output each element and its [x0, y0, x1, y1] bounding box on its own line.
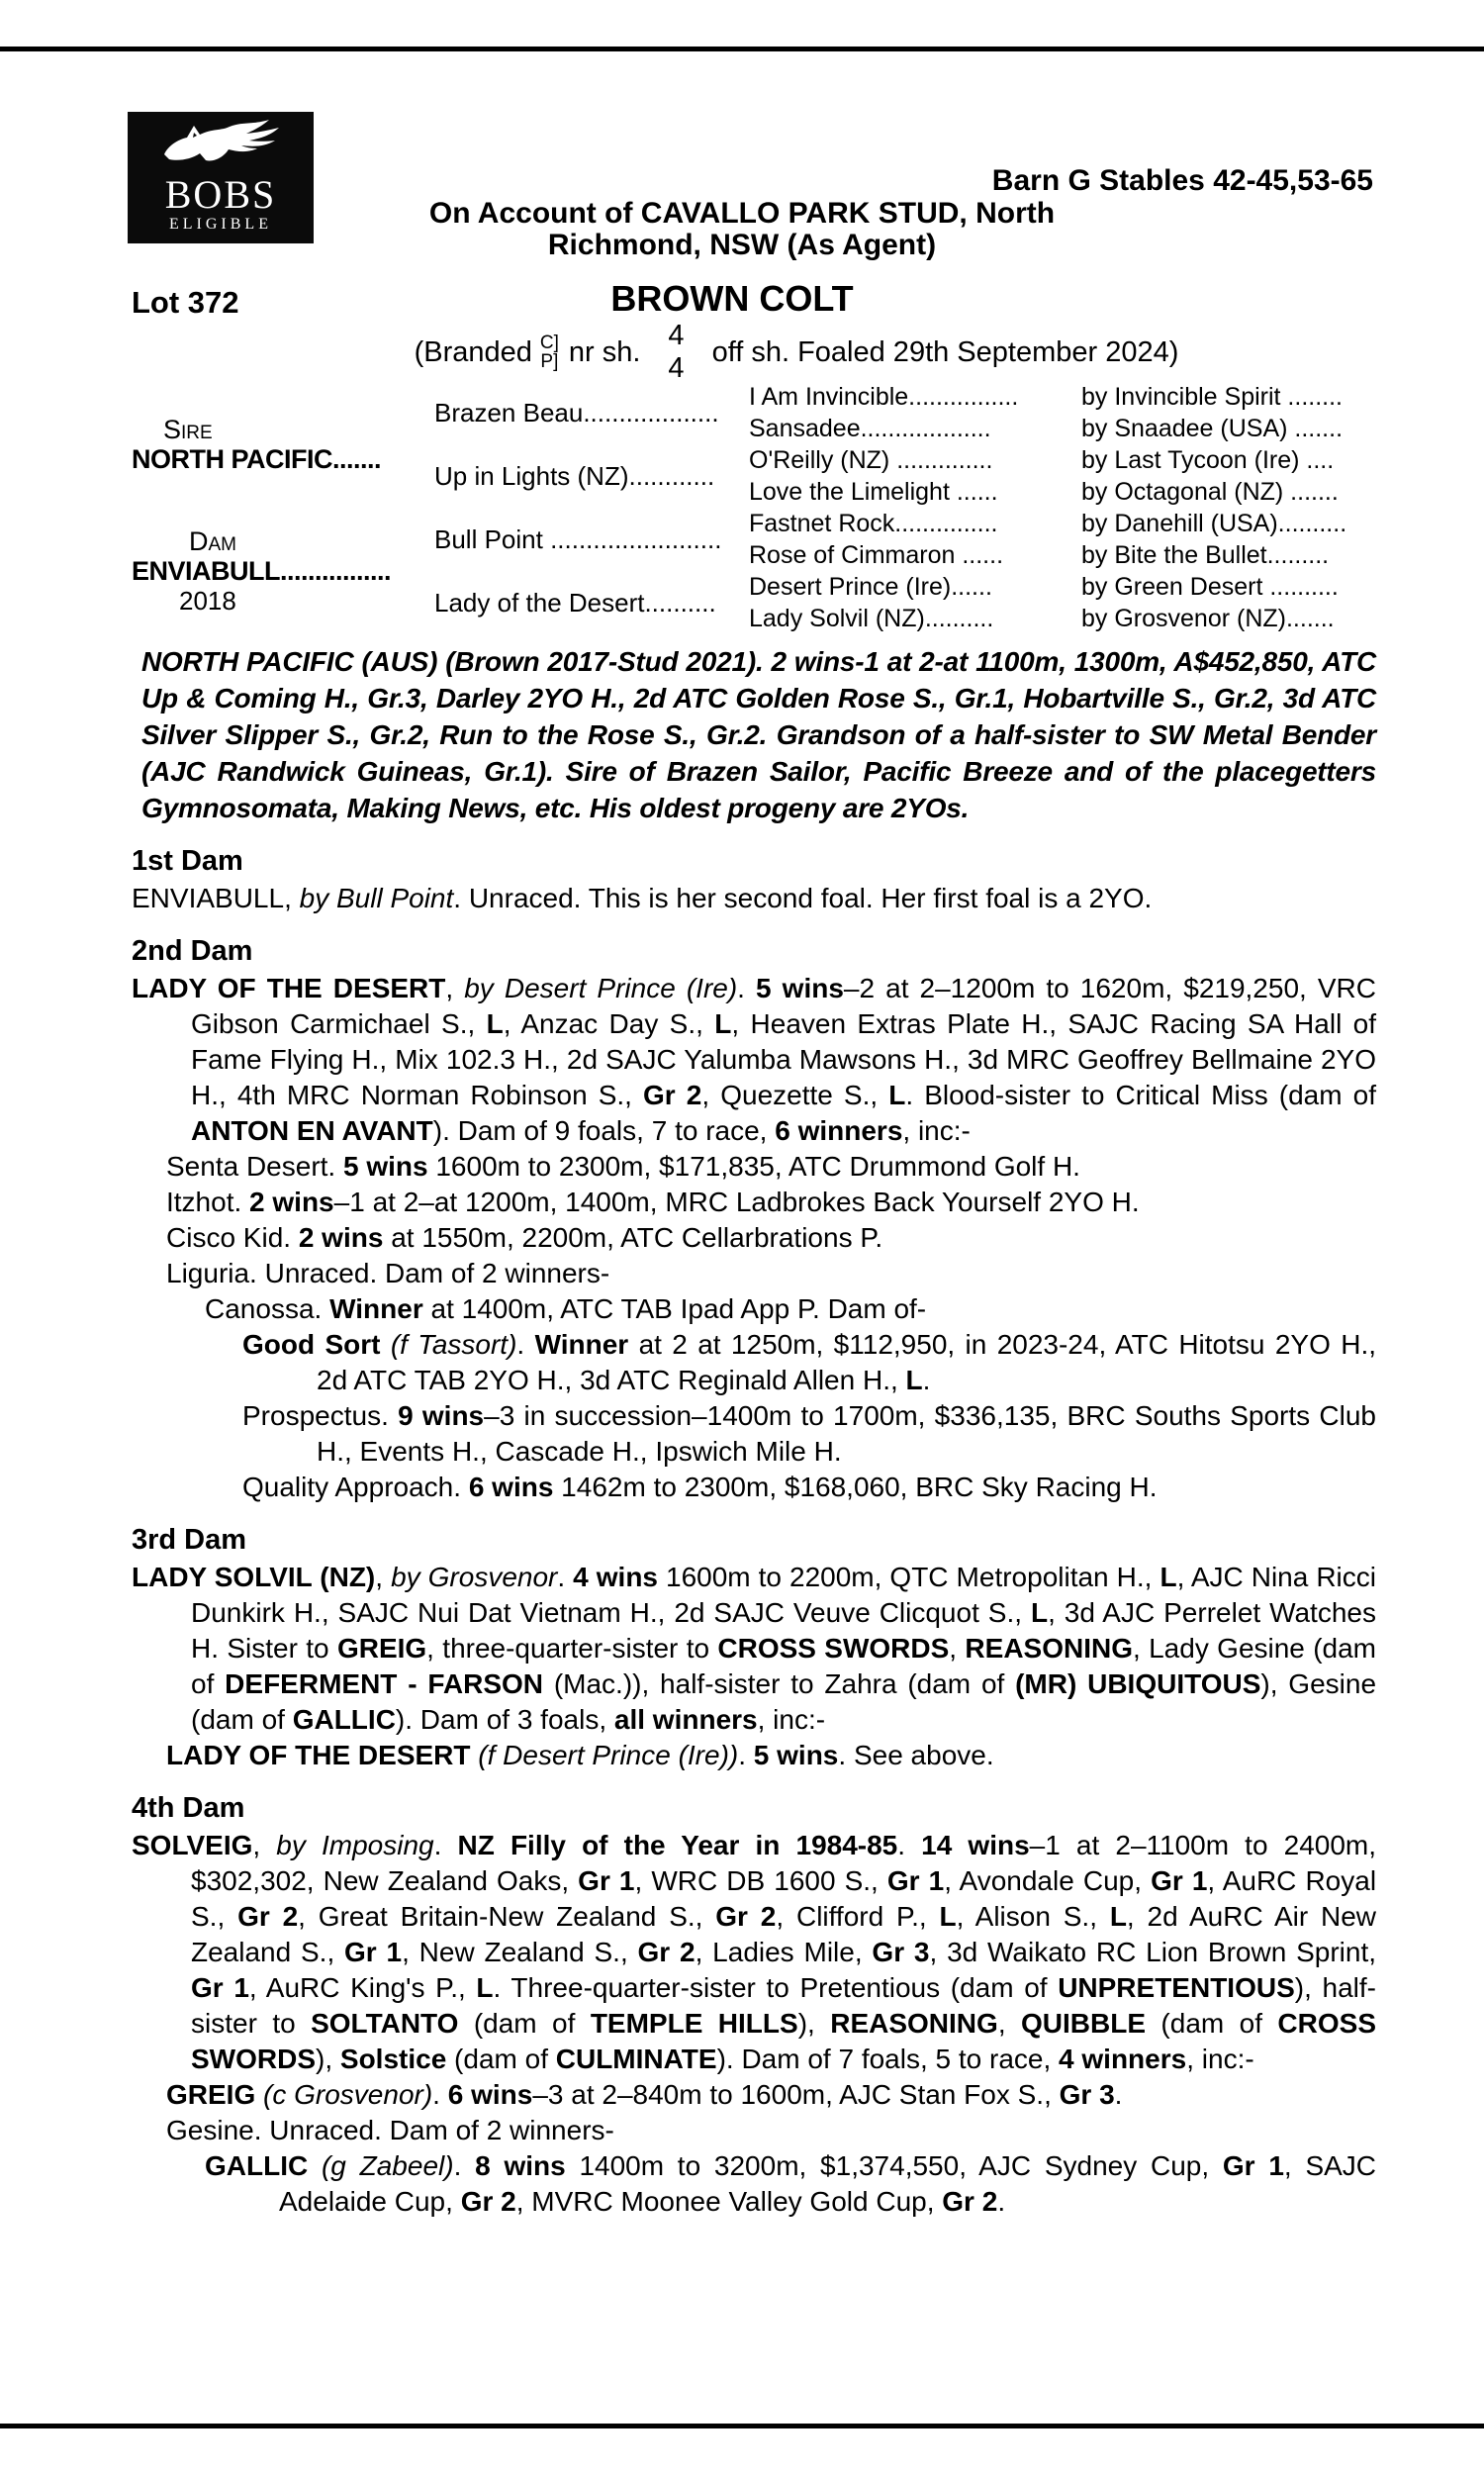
- bold-text: 2 wins: [249, 1187, 334, 1217]
- text-run: at 1400m, ATC TAB Ipad App P. Dam of-: [422, 1293, 927, 1324]
- text-run: ENVIABULL,: [132, 883, 300, 913]
- bold-text: Gr 1: [886, 1865, 945, 1896]
- text-run: . See above.: [838, 1740, 994, 1770]
- pedigree-entry: [132, 971, 1376, 1149]
- text-run: (dam of: [1146, 2008, 1278, 2039]
- bold-text: Gr 1: [191, 1972, 249, 2003]
- text-run: Senta Desert.: [166, 1151, 343, 1182]
- text-run: .: [737, 973, 757, 1003]
- bold-text: 2 wins: [298, 1222, 384, 1253]
- text-run: .: [453, 2150, 476, 2181]
- text-run: .: [738, 1740, 754, 1770]
- grandparent-name: Fastnet Rock...............: [749, 509, 998, 537]
- text-run: , inc:-: [1186, 2044, 1254, 2074]
- pedigree-entry: [242, 1470, 1376, 1505]
- dam-section-heading: 3rd Dam: [132, 1524, 247, 1556]
- bold-text: L: [1159, 1562, 1177, 1592]
- text-run: ), half-sister to: [191, 1972, 1376, 2039]
- brand-line: [0, 322, 1484, 383]
- bold-text: GALLIC: [292, 1704, 396, 1735]
- brand-mark-top: C]: [539, 333, 559, 353]
- text-run: .: [557, 1562, 574, 1592]
- bold-text: Gr 2: [942, 2186, 998, 2217]
- italic-text: (f Desert Prince (Ire)): [478, 1740, 739, 1770]
- text-run: , inc:-: [902, 1115, 971, 1146]
- bold-text: L: [905, 1365, 923, 1395]
- bold-text: Gr 2: [237, 1901, 299, 1932]
- bold-text: 5 wins: [753, 1740, 839, 1770]
- pedigree-column-subject: [132, 381, 434, 634]
- grandparent-name: Desert Prince (Ire)......: [749, 572, 992, 601]
- text-run: (dam of: [458, 2008, 591, 2039]
- grandparent-sire-line: by Green Desert ..........: [1081, 572, 1339, 601]
- pedigree-parent-cell: Brazen Beau...................: [434, 397, 719, 428]
- text-run: ). Dam of 3 foals,: [395, 1704, 614, 1735]
- bold-text: SOLTANTO: [311, 2008, 459, 2039]
- pedigree-entry: [166, 1256, 1376, 1291]
- text-run: Gesine. Unraced. Dam of 2 winners-: [166, 2115, 614, 2145]
- text-run: .: [432, 2079, 448, 2110]
- text-run: .: [897, 1830, 922, 1860]
- bold-text: TEMPLE HILLS: [590, 2008, 798, 2039]
- pedigree-grandparent-row: [749, 603, 1378, 634]
- text-run: .: [433, 1830, 458, 1860]
- grandparent-sire-line: by Bite the Bullet.........: [1081, 540, 1330, 569]
- pedigree-text-body: [132, 643, 1376, 2220]
- text-run: .: [997, 2186, 1006, 2217]
- text-run: , New Zealand S.,: [402, 1937, 638, 1967]
- text-run: –1 at 2–1100m to 2400m, $302,302, New Zealand Oaks,: [191, 1830, 1377, 1896]
- vendor-account-line1: On Account of CAVALLO PARK STUD, North: [428, 197, 1056, 230]
- dam-sections: [132, 842, 1376, 2220]
- pedigree-entry: [166, 1220, 1376, 1256]
- brand-number: [668, 320, 684, 385]
- bold-text: 5 wins: [756, 973, 844, 1003]
- text-run: .: [922, 1365, 931, 1395]
- grandparent-sire-line: by Octagonal (NZ) .......: [1081, 477, 1339, 506]
- grandparent-name: I Am Invincible................: [749, 382, 1019, 411]
- bold-text: GALLIC: [205, 2150, 309, 2181]
- dam-section-heading: 1st Dam: [132, 845, 243, 877]
- text-run: ). Dam of 9 foals, 7 to race,: [432, 1115, 776, 1146]
- brand-mark: [540, 333, 559, 371]
- bold-text: DEFERMENT - FARSON: [225, 1668, 544, 1699]
- grandparent-name: Rose of Cimmaron ......: [749, 540, 1004, 569]
- text-run: Prospectus.: [242, 1400, 399, 1431]
- pedigree-parent-cell: Bull Point ........................: [434, 523, 722, 554]
- text-run: Quality Approach.: [242, 1472, 469, 1502]
- logo-name: BOBS: [164, 172, 277, 217]
- text-run: –2 at 2–1200m to 1620m, $219,250, VRC Gibson Carmichael S.,: [191, 973, 1376, 1039]
- italic-text: (g Zabeel): [321, 2150, 454, 2181]
- sire-summary-paragraph: NORTH PACIFIC (AUS) (Brown 2017-Stud 2021). 2 wins-1 at 2-at 1100m, 1300m, A$452,850, ATC Up & Coming H., Gr.3, Darley 2YO H., 2d ATC Golden Rose S., Gr.1, Hobartville S., Gr.2, 3d ATC Silver Slipper S., Gr.2, Run to the Rose S., Gr.2. Grandson of a half-sister to SW Metal Bender (AJC Randwick Guineas, Gr.1). Sire of Brazen Sailor, Pacific Breeze and of the placegetters Gymnosomata, Making News, etc. His oldest progeny are 2YOs.: [141, 646, 1376, 823]
- text-run: Canossa.: [205, 1293, 330, 1324]
- text-run: . Unraced. This is her second foal. Her first foal is a 2YO.: [453, 883, 1153, 913]
- text-run: , Alison S.,: [956, 1901, 1110, 1932]
- text-run: 1600m to 2300m, $171,835, ATC Drummond Golf H.: [427, 1151, 1080, 1182]
- brand-number-bottom: 4: [668, 352, 685, 384]
- dam-year: 2018: [179, 586, 236, 616]
- pedigree-entry: [242, 1398, 1376, 1470]
- pedigree-entry: [205, 2148, 1376, 2220]
- text-run: –3 at 2–840m to 1600m, AJC Stan Fox S.,: [532, 2079, 1060, 2110]
- pedigree-parent-cell: Up in Lights (NZ)............: [434, 460, 715, 491]
- page-title: BROWN COLT: [610, 278, 854, 319]
- text-run: Liguria. Unraced. Dam of 2 winners-: [166, 1258, 610, 1288]
- bold-text: Gr 1: [1151, 1865, 1208, 1896]
- bold-text: 14 wins: [921, 1830, 1030, 1860]
- text-run: , Anzac Day S.,: [503, 1008, 715, 1039]
- text-run: ),: [797, 2008, 831, 2039]
- text-run: , 3d AJC Perrelet Watches H. Sister to: [191, 1597, 1376, 1664]
- text-run: , Lady Gesine (dam of: [191, 1633, 1377, 1699]
- bold-text: Winner: [534, 1329, 629, 1360]
- text-run: ,: [949, 1633, 966, 1664]
- pedigree-entry: [242, 1327, 1376, 1398]
- bold-text: ANTON EN AVANT: [191, 1115, 433, 1146]
- near-shoulder-label: nr sh.: [568, 335, 641, 368]
- bold-text: L: [1030, 1597, 1049, 1628]
- bold-text: 9 wins: [398, 1400, 485, 1431]
- italic-text: by Desert Prince (Ire): [464, 973, 738, 1003]
- text-run: , inc:-: [757, 1704, 826, 1735]
- text-run: 1462m to 2300m, $168,060, BRC Sky Racing H.: [553, 1472, 1158, 1502]
- bold-text: Gr 3: [872, 1937, 930, 1967]
- dam-name: ENVIABULL................: [132, 556, 392, 586]
- bold-text: L: [476, 1972, 494, 2003]
- pedigree-entry: [166, 1738, 1376, 1773]
- bold-text: CULMINATE: [555, 2044, 717, 2074]
- pedigree-grandparent-row: [749, 508, 1378, 539]
- sire-label: Sire: [163, 415, 213, 444]
- text-run: , AuRC Royal S.,: [191, 1865, 1377, 1932]
- text-run: , WRC DB 1600 S.,: [634, 1865, 887, 1896]
- dam-section-heading: 2nd Dam: [132, 935, 253, 967]
- pedigree-parent-cell: Lady of the Desert..........: [434, 587, 716, 618]
- pedigree-grandparent-row: [749, 571, 1378, 603]
- text-run: , Clifford P.,: [776, 1901, 940, 1932]
- text-run: , MVRC Moonee Valley Gold Cup,: [515, 2186, 943, 2217]
- text-run: ),: [316, 2044, 340, 2074]
- text-run: , Great Britain-New Zealand S.,: [298, 1901, 716, 1932]
- bold-text: LADY SOLVIL (NZ): [132, 1562, 376, 1592]
- pedigree-entry: [205, 1291, 1376, 1327]
- text-run: , three-quarter-sister to: [426, 1633, 718, 1664]
- text-run: ,: [445, 973, 465, 1003]
- bold-text: LADY OF THE DESERT: [132, 973, 446, 1003]
- sire-block: [132, 381, 434, 508]
- bold-text: Gr 3: [1059, 2079, 1115, 2110]
- bold-text: UNPRETENTIOUS: [1058, 1972, 1295, 2003]
- bold-text: Solstice: [339, 2044, 447, 2074]
- bold-text: NZ Filly of the Year in 1984-85: [457, 1830, 898, 1860]
- pedigree-entry: [132, 1560, 1376, 1738]
- brand-suffix: off sh. Foaled 29th September 2024): [711, 335, 1179, 368]
- pedigree-entry: [166, 1149, 1376, 1185]
- dam-block: [132, 508, 434, 634]
- bold-text: 6 winners: [775, 1115, 903, 1146]
- bold-text: 5 wins: [342, 1151, 428, 1182]
- text-run: [308, 2150, 322, 2181]
- dam-label: Dam: [189, 526, 236, 556]
- italic-text: by Bull Point: [299, 883, 454, 913]
- text-run: –1 at 2–at 1200m, 1400m, MRC Ladbrokes Back Yourself 2YO H.: [333, 1187, 1140, 1217]
- text-run: Cisco Kid.: [166, 1222, 299, 1253]
- bold-text: 6 wins: [468, 1472, 554, 1502]
- bold-text: Good Sort: [242, 1329, 381, 1360]
- text-run: at 2 at 1250m, $112,950, in 2023-24, ATC Hitotsu 2YO H., 2d ATC TAB 2YO H., 3d ATC Reginald Allen H.,: [317, 1329, 1377, 1395]
- brand-number-top: 4: [668, 320, 685, 351]
- bold-text: REASONING: [830, 2008, 998, 2039]
- sire-name: NORTH PACIFIC.......: [132, 444, 381, 474]
- bottom-rule: [0, 2424, 1484, 2428]
- grandparent-name: Love the Limelight ......: [749, 477, 998, 506]
- bold-text: LADY OF THE DESERT: [166, 1740, 471, 1770]
- bold-text: 4 winners: [1059, 2044, 1187, 2074]
- grandparent-name: O'Reilly (NZ) ..............: [749, 445, 993, 474]
- text-run: [380, 1329, 390, 1360]
- text-run: 1400m to 3200m, $1,374,550, AJC Sydney Cup,: [565, 2150, 1223, 2181]
- bold-text: REASONING: [965, 1633, 1133, 1664]
- text-run: ), Gesine (dam of: [191, 1668, 1377, 1735]
- pedigree-table: [132, 381, 1378, 634]
- text-run: –3 in succession–1400m to 1700m, $336,135, BRC Souths Sports Club H., Events H., Cascade H., Ipswich Mile H.: [317, 1400, 1376, 1467]
- bold-text: CROSS SWORDS: [717, 1633, 950, 1664]
- text-run: , Quezette S.,: [701, 1080, 889, 1110]
- bold-text: Gr 2: [637, 1937, 696, 1967]
- bold-text: L: [1109, 1901, 1127, 1932]
- text-run: Itzhot.: [166, 1187, 250, 1217]
- grandparent-sire-line: by Invincible Spirit ........: [1081, 382, 1343, 411]
- pedigree-column-grandparents: [749, 381, 1378, 634]
- text-run: , Ladies Mile,: [695, 1937, 873, 1967]
- text-run: , Heaven Extras Plate H., SAJC Racing SA Hall of Fame Flying H., Mix 102.3 H., 2d SAJC Yalumba Mawsons H., 3d MRC Geoffrey Bellmaine 2YO H., 4th MRC Norman Robinson S.,: [191, 1008, 1376, 1110]
- bold-text: Gr 2: [643, 1080, 702, 1110]
- text-run: . Blood-sister to Critical Miss (dam of: [905, 1080, 1376, 1110]
- pedigree-entry: [166, 1185, 1376, 1220]
- pedigree-grandparent-row: [749, 413, 1378, 444]
- bold-text: (MR) UBIQUITOUS: [1015, 1668, 1261, 1699]
- bold-text: Gr 1: [578, 1865, 635, 1896]
- text-run: .: [1114, 2079, 1123, 2110]
- pedigree-grandparent-row: [749, 539, 1378, 571]
- brand-prefix: (Branded: [414, 335, 532, 368]
- italic-text: (c Grosvenor): [263, 2079, 433, 2110]
- pedigree-entry: [166, 2113, 1376, 2148]
- bold-text: Gr 2: [715, 1901, 777, 1932]
- bold-text: L: [714, 1008, 732, 1039]
- vendor-account-line2: Richmond, NSW (As Agent): [547, 229, 937, 261]
- text-run: . Three-quarter-sister to Pretentious (dam of: [493, 1972, 1059, 2003]
- pedigree-grandparent-row: [749, 381, 1378, 413]
- text-run: ). Dam of 7 foals, 5 to race,: [716, 2044, 1060, 2074]
- bold-text: 8 wins: [475, 2150, 566, 2181]
- pedigree-entry: [132, 1828, 1376, 2077]
- top-rule: [0, 47, 1484, 51]
- lot-number: Lot 372: [132, 285, 239, 320]
- pedigree-column-parents: [434, 381, 749, 634]
- grandparent-name: Lady Solvil (NZ)..........: [749, 604, 994, 632]
- grandparent-sire-line: by Snaadee (USA) .......: [1081, 414, 1344, 442]
- text-run: at 1550m, 2200m, ATC Cellarbrations P.: [383, 1222, 883, 1253]
- text-run: , 3d Waikato RC Lion Brown Sprint,: [929, 1937, 1377, 1967]
- bold-text: Gr 2: [460, 2186, 516, 2217]
- dam-section-heading: 4th Dam: [132, 1792, 245, 1824]
- bold-text: L: [486, 1008, 504, 1039]
- bold-text: QUIBBLE: [1021, 2008, 1147, 2039]
- logo-subtext: ELIGIBLE: [169, 216, 272, 233]
- brand-mark-bottom: P]: [540, 351, 559, 372]
- text-run: ,: [375, 1562, 392, 1592]
- pedigree-entry: [166, 2077, 1376, 2113]
- text-run: (dam of: [446, 2044, 556, 2074]
- pedigree-grandparent-row: [749, 476, 1378, 508]
- text-run: [255, 2079, 263, 2110]
- italic-text: by Grosvenor: [391, 1562, 558, 1592]
- italic-text: (f Tassort): [390, 1329, 517, 1360]
- text-run: , Avondale Cup,: [944, 1865, 1152, 1896]
- grandparent-sire-line: by Grosvenor (NZ).......: [1081, 604, 1335, 632]
- grandparent-sire-line: by Last Tycoon (Ire) ....: [1081, 445, 1335, 474]
- bold-text: 6 wins: [447, 2079, 533, 2110]
- grandparent-name: Sansadee...................: [749, 414, 991, 442]
- bold-text: all winners: [613, 1704, 758, 1735]
- bold-text: L: [939, 1901, 957, 1932]
- pedigree-grandparent-row: [749, 444, 1378, 476]
- bold-text: L: [888, 1080, 906, 1110]
- text-run: , AJC Nina Ricci Dunkirk H., SAJC Nui Dat Vietnam H., 2d SAJC Veuve Clicquot S.,: [191, 1562, 1376, 1628]
- text-run: .: [516, 1329, 535, 1360]
- text-run: , SAJC Adelaide Cup,: [279, 2150, 1377, 2217]
- bold-text: Winner: [329, 1293, 423, 1324]
- bold-text: 4 wins: [573, 1562, 658, 1592]
- grandparent-sire-line: by Danehill (USA)..........: [1081, 509, 1347, 537]
- text-run: (Mac.)), half-sister to Zahra (dam of: [543, 1668, 1016, 1699]
- bold-text: GREIG: [336, 1633, 427, 1664]
- text-run: , 2d AuRC Air New Zealand S.,: [191, 1901, 1377, 1967]
- pedigree-entry: [132, 881, 1376, 916]
- bold-text: Gr 1: [344, 1937, 403, 1967]
- bold-text: SOLVEIG: [132, 1830, 253, 1860]
- italic-text: by Imposing: [276, 1830, 434, 1860]
- text-run: , AuRC King's P.,: [248, 1972, 477, 2003]
- bold-text: CROSS SWORDS: [191, 2008, 1376, 2074]
- barn-stables-line: Barn G Stables 42-45,53-65: [991, 164, 1373, 197]
- text-run: ,: [997, 2008, 1022, 2039]
- bold-text: GREIG: [166, 2079, 256, 2110]
- text-run: 1600m to 2200m, QTC Metropolitan H.,: [658, 1562, 1160, 1592]
- text-run: ,: [252, 1830, 277, 1860]
- bold-text: Gr 1: [1222, 2150, 1284, 2181]
